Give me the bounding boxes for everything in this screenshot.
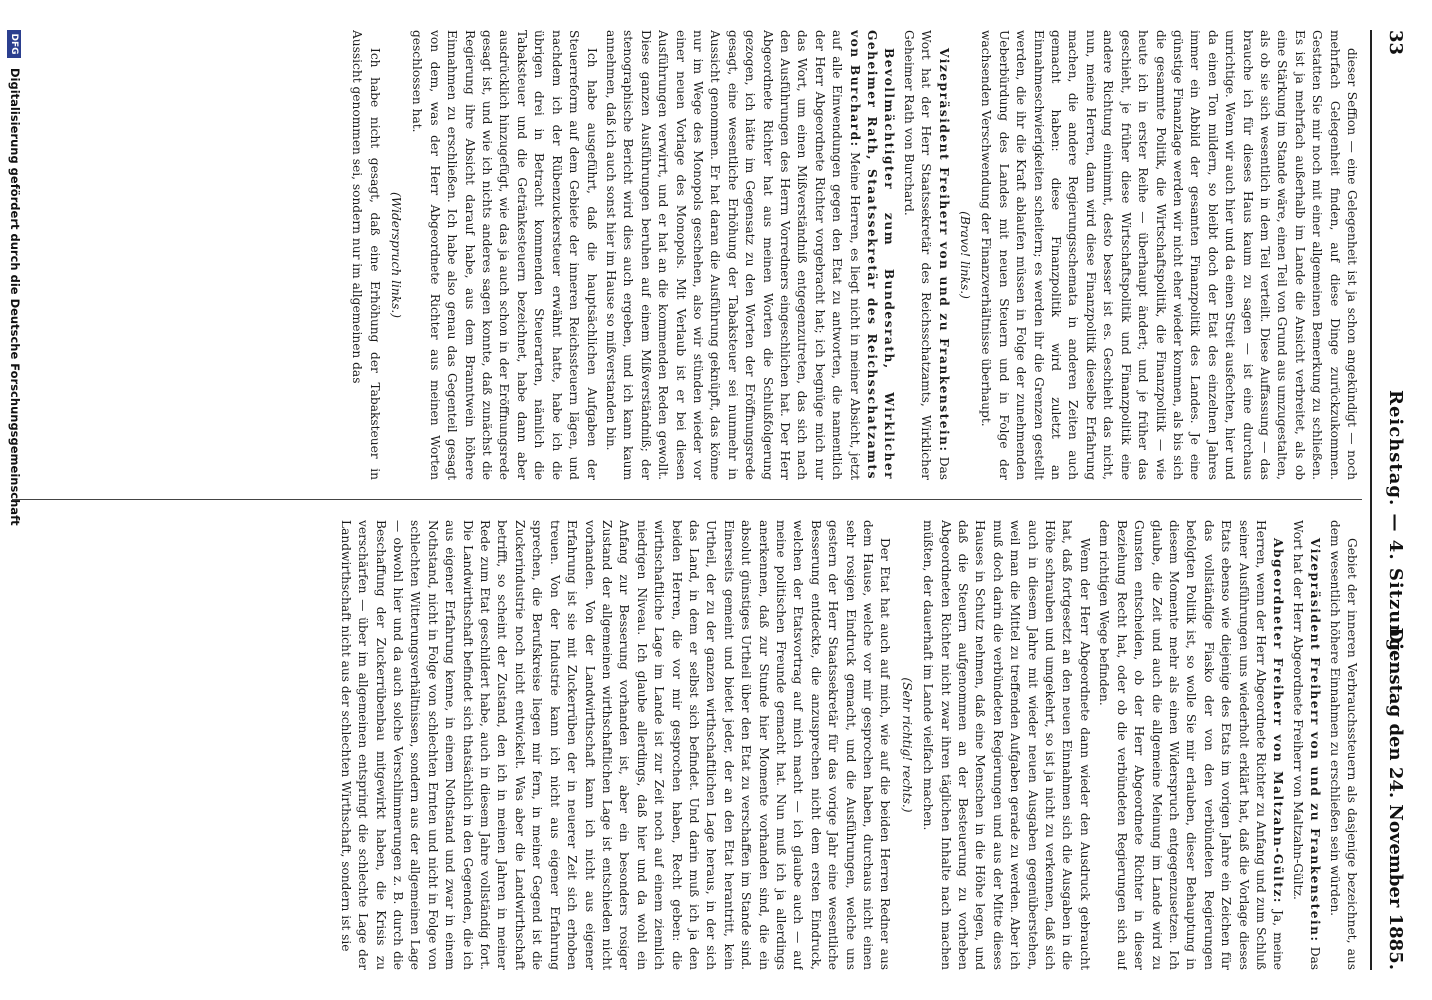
page-number: 33 (1385, 30, 1406, 56)
body-paragraph: Der Etat hat auch auf mich, wie auf die beiden Herren Redner aus dem Hause, welche vor mir gesprochen haben, durchaus nicht einen sehr rosigen Eindruck gemacht, und die Ausführungen, welche uns gestern der Herr Staatssekretär für das vorige Jahr eine wesentliche Besserung entdeckte, die anzusprechen nicht dem ersten Eindruck, welchen der Etatsvortrag auf mich macht — ich glaube auch — auf meine politischen Freunde gemacht hat. Nun muß ich ja allerdings anerkennen, daß zur Stunde hier Momente vorhanden sind, die ein absolut günstiges Urtheil über den Etat zu verschaffen im Stande sind. Einerseits gemeint und bietet jeder, der an den Etat herantritt, kein Urtheil, der zu der ganzen wirthschaftlichen Lage heraus, in der sich das Land, in dem er selbst sich befindet. Und darin muß ich ja den beiden Herren, die vor mir gesprochen haben, Recht geben: die wirthschaftliche Lage im Lande ist zur Zeit noch auf einem ziemlich niedrigen Niveau. Ich glaube allerdings, daß hier und da wohl ein Anfang zur Besserung vorhanden ist, aber ein besonders rosiger Zustand der allgemeinen wirthschaftlichen Lage ist entschieden nicht vorhanden. Von der Landwirthschaft kann ich nicht aus eigener Erfahrung ist sie mit Zuckerrüben der in neuerer Zeit sich erhoben treuen. Von der Industrie kann ich nicht aus eigener Erfahrung sprechen, die Berufskreise liegen mir fern, in meiner Gegend ist die Zuckerindustrie noch nicht entwickelt. Was aber die Landwirthschaft betrifft, so scheint der Zustand, den ich in meinen Jahren in meiner Rede zum Etat geschildert habe, auch in diesem Jahre vollständig fort. Die Landwirthschaft befindet sich thatsächlich in den Gegenden, die ich aus eigener Erfahrung kenne, in einem Nothstand und zwar in einem Nothstand, nicht in Folge von schlechten Ernten und nicht in Folge von schlechten Witterungsverhältnissen, sondern aus der allgemeinen Lage — obwohl hier und da auch solche Verschlimmerungen z. B. durch die Beschaffung der Zuckerrübenbau mitgewirkt haben, die Krisis zu verschärfen — über im allgemeinen entspringt die schlechte Lage der Landwirthschaft nicht aus der schlechten Wirthschaft, sondern ist sie (338, 520, 893, 970)
speaker-paragraph (899, 30, 951, 480)
body-paragraph: Ich habe nicht gesagt, daß eine Erhöhung der Tabaksteuer in Aussicht genommen sei, sondern nur im allgemeinen das (350, 30, 382, 480)
speaker-name: Abgeordneter Freiherr von Maltzahn-Gültz: (1271, 538, 1286, 904)
speaker-paragraph (1288, 520, 1323, 970)
digitization-note (0, 30, 22, 970)
speaker-name: Bevollmächtigter zum Bundesrath, Wirklicher Geheimer Rath, Staatssekretär des Reichsschatzamts von Burchard: (847, 30, 897, 480)
speech-text: Ja, meine Herren, wenn der Herr Abgeordnete Richter zu Anfang und zum Schluß seiner Ausführungen uns wiederholt erklärt hat, daß die Vorlage dieses Etats ebenso wie diejenige des Etats im vorigen Jahre ein Zeichen für das vollständige Fiasko der von den verbündeten Regierungen befolgten Politik ist, so wolle Sie mir erlauben, dieser Behauptung in diesem Momente mehr als einen Widerspruch entgegenzusetzen. Ich glaube, die Zeit und auch die allgemeine Meinung im Lande wird zu Gunsten entscheiden, ob der Herr Abgeordnete Richter in dieser Beziehung Recht hat, oder ob die verbündeten Regierungen sich auf dem richtigen Wege befinden. (1097, 520, 1286, 970)
digitization-text: Digitalisierung gefördert durch die Deutsche Forschungsgemeinschaft (8, 68, 22, 526)
interjection-note: (Sehr richtig! rechts.) (899, 677, 914, 813)
dfg-logo-icon: DFG (8, 30, 22, 58)
body-paragraph: Ich habe ausgeführt, daß die hauptsächlichen Aufgaben der Steuerreform auf dem Gebiete der inneren Reichssteuern lägen, und nachdem ich der Rübenzuckersteuer erwähnt hatte, habe ich die übrigen drei in Betracht kommenden Steuerarten, nämlich die Tabaksteuer und die Getränkesteuern bezeichnet, habe dann aber ausdrücklich hinzugefügt, wie das ja auch schon in der Eröffnungsrede gesagt ist, und wie ich nichts anderes sagen konnte, daß zunächst die Regierung ihre Absicht darauf habe, aus dem Branntwein höhere Einnahmen zu erschließen. Ich habe also genau das Gegenteil gesagt von dem, was der Herr Abgeordnete Richter aus meinen Worten geschlossen hat. (410, 30, 599, 480)
left-column (10, 30, 1360, 480)
body-paragraph: dieser Seffion — eine Gelegenheit ist ja schon angekündigt — noch mehrfach Gelegenheit finden, auf diese Dinge zurückzukommen. Gestatten Sie mir noch mit einer allgemeinen Bemerkung zu schließen. Es ist ja mehrfach außerhalb im Lande die Ansicht verbreitet, als ob eine Stärkung im Stande wäre, einen Teil von Grund aus umzugestalten, als ob sie sich wesentlich in dem Teil verteilt. Diese Auffassung — das brauche ich für dieses Haus kaum zu sagen — ist eine durchaus unrichtige. Wenn wir auch hier und da einen Streit ausfechten, hier und da einen Ton mildern, so bleibt doch der Etat des einzelnen Jahres immer ein Abbild der gesamten Finanzpolitik des Landes. Je eine günstige Finanzlage werden wir nicht eher wieder kommen, als bis sich die gesammte Politik, die Wirtschaftspolitik, die Finanzpolitik — wie heute ich in erster Reihe — überhaupt ändert; und je früher das geschieht, je früher diese Wirtschaftspolitik und Finanzpolitik eine andere Richtung einnimmt, desto besser ist es. Geschieht das nicht, nun, meine Herren, dann wird diese Finanzpolitik dieselbe Erfahrung machen, die andere Regierungsschemata in anderen Zeiten auch gemacht haben: diese Finanzpolitik wird zuletzt an Einnahmeschwierigkeiten scheitern; es werden ihr die Grenzen gestellt werden, die ihr die Kraft ablaufen müssen in Folge der zunehmenden Ueberbürdung des Landes mit neuen Steuern und in Folge der wachsenden Verschwendung der Finanzverhältnisse überhaupt. (979, 30, 1359, 480)
speaker-paragraph (602, 30, 898, 480)
page-title: Reichstag. — 4. Sitzung. (1385, 390, 1406, 660)
body-paragraph: Wenn der Herr Abgeordnete dann wieder den Ausdruck gebraucht hat, daß fortgesetzt an den neuen Einnahmen sich die Ausgaben in die Höhe schrauben und umgekehrt, so ist ja nicht zu verkennen, daß sich auch in diesem Jahre mit wieder neuen Ausgaben gegenüberstehen, weil man die Mittel zu treffenden Aufgaben gerade zu werden. Aber ich muß doch darin die verbündeten Regierungen und aus der Mitte dieses Hauses in Schutz nehmen, daß eine Menschen in die Höhe legen, und daß die Steuern aufgenommen an der Besteuerung zu vorheben Abgeordneten Richter nicht zwar ihren täglichen Inhalte nach machen müßten, der dauerhaft im Lande vielfach machen. (921, 520, 1092, 970)
speech-text: Das Wort hat der Herr Staatssekretär des Reichsschatzamts, Wirklicher Geheimer Rath von Burchard. (901, 30, 951, 480)
right-column (10, 520, 1360, 970)
speech-text: Meine Herren, es liegt nicht in meiner Absicht, jetzt auf alle Einwendungen gegen den Etat zu antworten, die namentlich der Herr Abgeordnete Richter vorgebracht hat; ich begnüge mich nur das Wort, um einen Mißverständniß entgegenzutreten, das sich nach den Ausführungen des Herrn Vorredners eingeschlichen hat. Der Herr Abgeordnete Richter hat aus meinen Worten die Schlußfolgerung gezogen, ich hätte im Gegensatz zu den Worten der Eröffnungsrede gesagt, eine wesentliche Erhöhung der Tabaksteuer sei nunmehr in Aussicht genommen. Er hat daran die Ausführung geknüpft, das könne nur im Wege des Monopols geschehen, also wir stünden wieder vor einer neuen Vorlage des Monopols. Mit Verlaub ist er bei diesen Ausführungen verwirrt, und er hat an die kommenden Reden gewollt. Diese ganzen Ausführungen beruhen auf einem Mißverständniß; der stenographische Bericht wird dies auch ergeben, und ich kann kaum annehmen, daß ich auch sonst hier im Hause so mißverstanden bin. (603, 30, 862, 480)
header-rule (1370, 30, 1372, 970)
interjection-note: (Bravo! links.) (958, 211, 973, 299)
speaker-name: Vizepräsident Freiherr von und zu Frankenstein: (936, 48, 951, 453)
column-divider (12, 499, 1362, 500)
page-header (1372, 30, 1412, 970)
speech-text: Das Wort hat der Herr Abgeordnete Freiherr von Maltzahn-Gültz. (1290, 520, 1323, 970)
interjection-note: (Widerspruch links.) (389, 192, 404, 318)
body-paragraph: Gebiet der inneren Verbrauchssteuern als dasjenige bezeichnet, aus dem wesentlich höhere Einnahmen zu erschließen sein würden. (1327, 520, 1359, 970)
speaker-name: Vizepräsident Freiherr von und zu Frankenstein: (1308, 538, 1323, 943)
speaker-paragraph (1095, 520, 1286, 970)
session-date: Dienstag den 24. November 1885. (1385, 627, 1406, 970)
